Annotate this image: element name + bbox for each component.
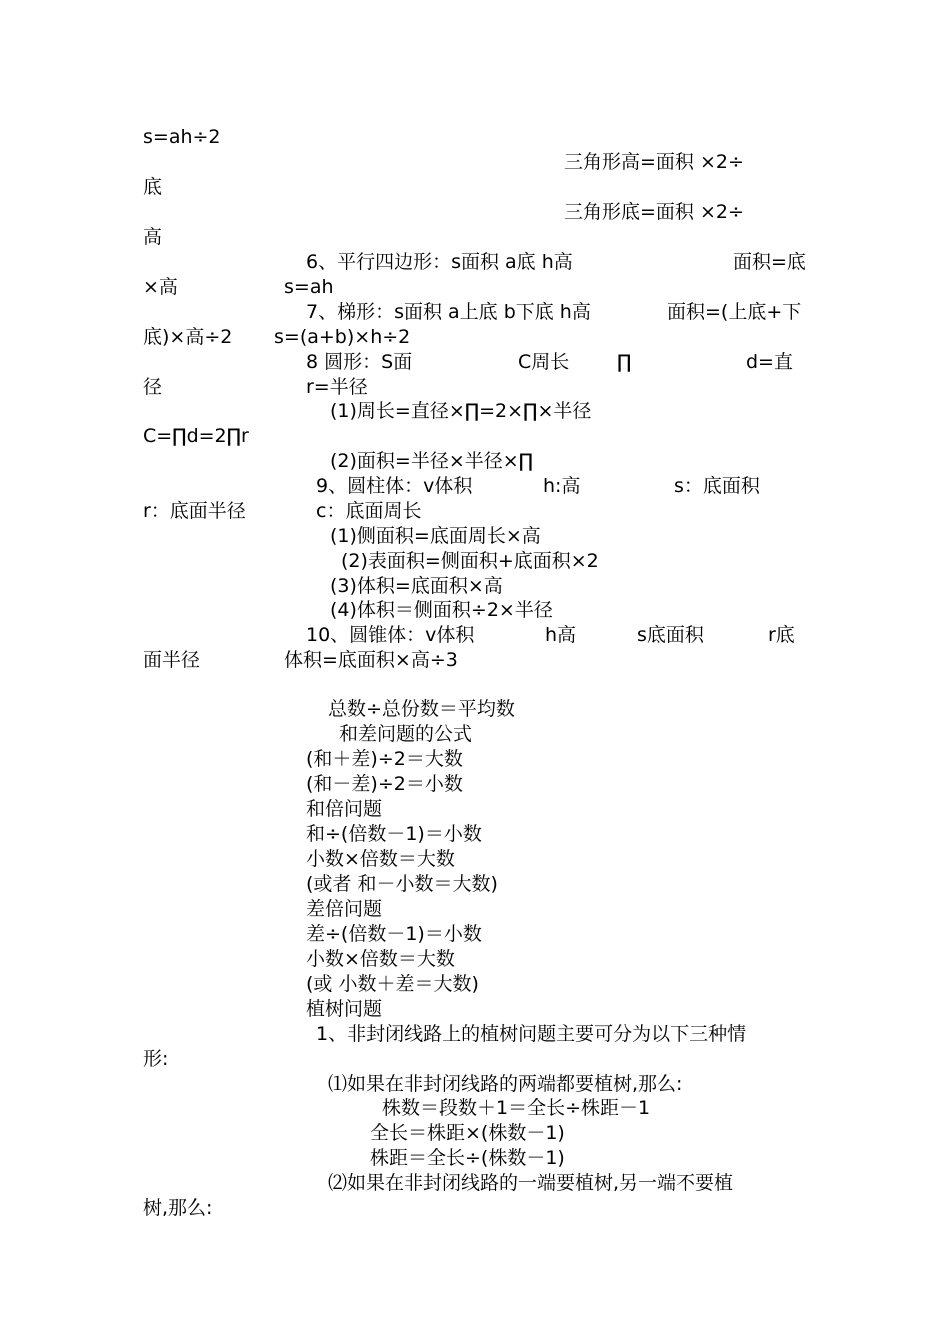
text-line: 差倍问题 [306,898,383,920]
text-line: (2)表面积=侧面积+底面积×2 [341,550,599,572]
text-line: 和÷(倍数－1)＝小数 [306,823,482,845]
text-line: C=∏d=2∏r [143,425,249,447]
text-line: s：底面积 [674,475,760,497]
text-line: 体积=底面积×高÷3 [284,649,458,671]
text-line: 1、非封闭线路上的植树问题主要可分为以下三种情 [316,1023,747,1045]
text-line: 高 [143,226,163,248]
text-line: 三角形高=面积 ×2÷ [564,151,744,173]
text-line: 6、平行四边形：s面积 a底 h高 [306,251,573,273]
text-line: (1)侧面积=底面周长×高 [330,525,541,547]
text-line: 小数×倍数＝大数 [306,948,455,970]
text-line: c：底面周长 [316,500,422,522]
text-line: d=直 [746,351,793,373]
text-line: 7、梯形：s面积 a上底 b下底 h高 [306,301,591,323]
text-line: h:高 [543,475,581,497]
text-line: s=ah÷2 [143,126,221,148]
text-line: s=ah [284,276,334,298]
text-line: 和差问题的公式 [339,723,473,745]
text-line: 总数÷总份数＝平均数 [328,698,515,720]
text-line: r=半径 [306,376,368,398]
text-line: 株数＝段数＋1＝全长÷株距－1 [382,1097,651,1119]
text-line: s=(a+b)×h÷2 [274,326,411,348]
text-line: s底面积 [637,624,704,646]
text-line: 9、圆柱体：v体积 [316,475,473,497]
text-line: (1)周长=直径×∏=2×∏×半径 [330,400,592,422]
text-line: 面积=底 [733,251,806,273]
text-line: 8 圆形：S面 [306,351,413,373]
text-line: ×高 [143,276,178,298]
text-line: 株距＝全长÷(株数－1) [370,1147,565,1169]
text-line: (3)体积=底面积×高 [330,575,503,597]
text-line: 底)×高÷2 [143,326,233,348]
text-line: ⑵如果在非封闭线路的一端要植树,另一端不要植 [328,1172,734,1194]
text-line: 10、圆锥体：v体积 [306,624,475,646]
text-line: h高 [545,624,577,646]
text-line: 和倍问题 [306,798,383,820]
text-line: 植树问题 [306,998,383,1020]
text-line: (4)体积＝侧面积÷2×半径 [330,599,553,621]
text-line: (和－差)÷2＝小数 [306,773,463,795]
text-line: r：底面半径 [143,500,246,522]
text-line: 小数×倍数＝大数 [306,848,455,870]
text-line: ⑴如果在非封闭线路的两端都要植树,那么: [328,1073,683,1095]
text-line: 面积=(上底+下 [667,301,802,323]
text-line: r底 [768,624,795,646]
text-line: (和＋差)÷2＝大数 [306,748,463,770]
text-line: 树,那么: [143,1197,213,1219]
text-line: 差÷(倍数－1)＝小数 [306,923,482,945]
text-line: ∏ [617,351,632,373]
text-line: 全长＝株距×(株数－1) [370,1122,565,1144]
text-line: 面半径 [143,649,201,671]
text-line: C周长 [518,351,570,373]
text-line: (2)面积=半径×半径×∏ [330,450,534,472]
text-line: 形: [143,1048,169,1070]
text-line: 三角形底=面积 ×2÷ [564,201,744,223]
text-line: (或者 和－小数＝大数) [306,873,498,895]
text-line: 径 [143,376,163,398]
text-line: 底 [143,176,163,198]
text-line: (或 小数＋差＝大数) [306,973,479,995]
